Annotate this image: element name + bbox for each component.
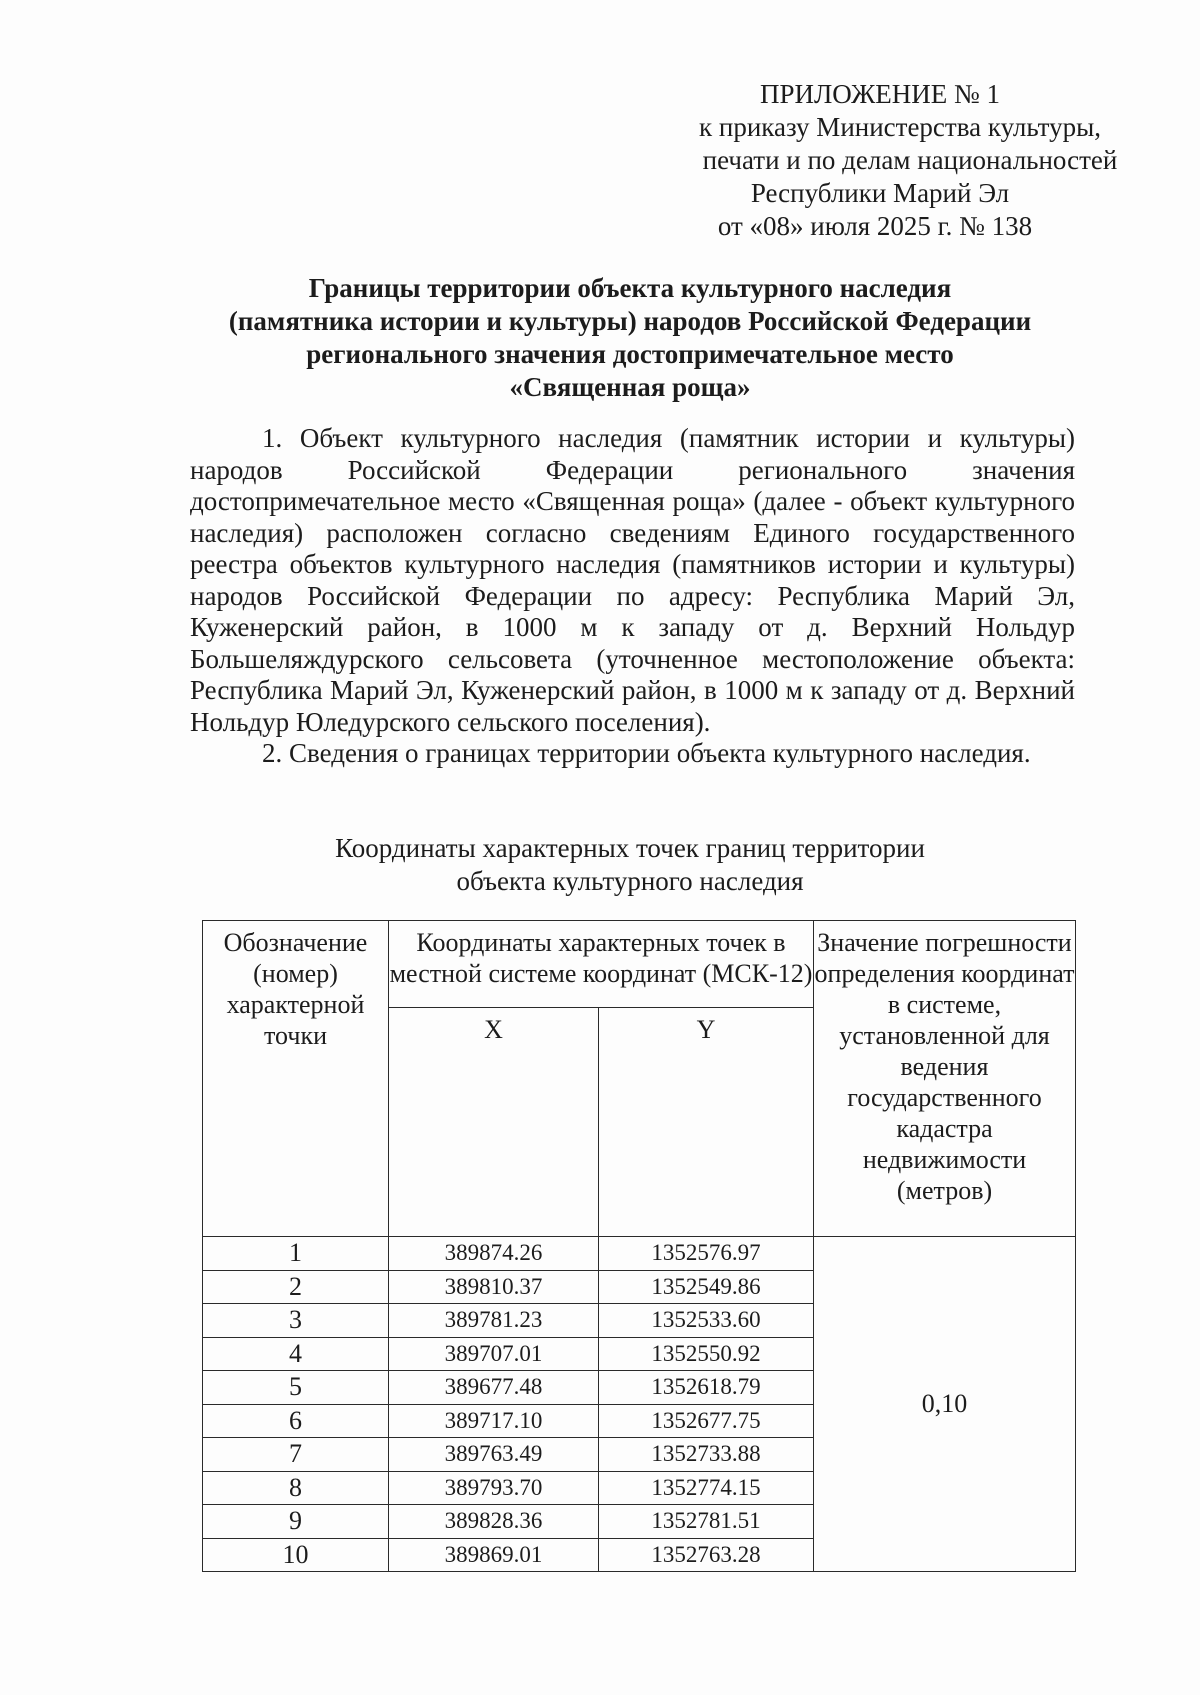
point-number-cell: 8 xyxy=(203,1471,389,1505)
coordinates-table xyxy=(202,920,1076,1572)
x-coordinate-cell: 389828.36 xyxy=(389,1505,599,1539)
caption-line: Координаты характерных точек границ территории xyxy=(335,833,925,863)
header-x: X xyxy=(389,1008,599,1237)
paragraph-location: 1. Объект культурного наследия (памятник истории и культуры) народов Российской Федерации регионального значения достопримечательное место «Священная роща» (далее - объект культурного наследия) расположен согласно сведениям Единого государственного реестра объектов культурного наследия (памятников истории и культуры) народов Российской Федерации по адресу: Республика Марий Эл, Куженерский район, в 1000 м к западу от д. Верхний Нольдур Большеляждурского сельсовета (уточненное местоположение объекта: Республика Марий Эл, Куженерский район, в 1000 м к западу от д. Верхний Нольдур Юледурского сельского поселения). xyxy=(190,423,1075,737)
point-number-cell: 9 xyxy=(203,1505,389,1539)
point-number-cell: 1 xyxy=(203,1237,389,1271)
y-coordinate-cell: 1352550.92 xyxy=(599,1337,814,1371)
y-coordinate-cell: 1352618.79 xyxy=(599,1371,814,1405)
y-coordinate-cell: 1352533.60 xyxy=(599,1304,814,1338)
point-number-cell: 10 xyxy=(203,1538,389,1572)
document-body xyxy=(190,423,1075,770)
title-line: Границы территории объекта культурного наследия xyxy=(308,273,952,303)
caption-line: объекта культурного наследия xyxy=(456,866,804,896)
x-coordinate-cell: 389717.10 xyxy=(389,1404,599,1438)
point-number-cell: 4 xyxy=(203,1337,389,1371)
point-number-cell: 7 xyxy=(203,1438,389,1472)
republic-name: Республики Марий Эл xyxy=(750,178,1010,208)
y-coordinate-cell: 1352733.88 xyxy=(599,1438,814,1472)
y-coordinate-cell: 1352576.97 xyxy=(599,1237,814,1271)
title-line: (памятника истории и культуры) народов Российской Федерации xyxy=(228,306,1032,336)
y-coordinate-cell: 1352781.51 xyxy=(599,1505,814,1539)
table-row xyxy=(203,1237,1076,1271)
x-coordinate-cell: 389763.49 xyxy=(389,1438,599,1472)
x-coordinate-cell: 389874.26 xyxy=(389,1237,599,1271)
appendix-header xyxy=(620,78,1120,243)
error-value-cell: 0,10 xyxy=(814,1237,1076,1572)
y-coordinate-cell: 1352549.86 xyxy=(599,1270,814,1304)
x-coordinate-cell: 389707.01 xyxy=(389,1337,599,1371)
table-header-row xyxy=(203,921,1076,1008)
ministry-name: печати и по делам национальностей xyxy=(702,145,1118,175)
point-number-cell: 5 xyxy=(203,1371,389,1405)
point-number-cell: 6 xyxy=(203,1404,389,1438)
header-y: Y xyxy=(599,1008,814,1237)
header-coordinates: Координаты характерных точек в местной системе координат (МСК-12) xyxy=(389,921,814,1008)
document-title xyxy=(185,272,1075,404)
table-caption xyxy=(185,832,1075,898)
x-coordinate-cell: 389810.37 xyxy=(389,1270,599,1304)
x-coordinate-cell: 389677.48 xyxy=(389,1371,599,1405)
x-coordinate-cell: 389869.01 xyxy=(389,1538,599,1572)
header-point-number: Обозначение (номер) характерной точки xyxy=(203,921,389,1237)
x-coordinate-cell: 389793.70 xyxy=(389,1471,599,1505)
paragraph-boundaries: 2. Сведения о границах территории объекта культурного наследия. xyxy=(262,738,1031,768)
title-line: регионального значения достопримечательное место xyxy=(306,339,954,369)
point-number-cell: 3 xyxy=(203,1304,389,1338)
header-error: Значение погрешности определения координат в системе, установленной для ведения государственного кадастра недвижимости (метров) xyxy=(814,921,1076,1237)
y-coordinate-cell: 1352774.15 xyxy=(599,1471,814,1505)
x-coordinate-cell: 389781.23 xyxy=(389,1304,599,1338)
y-coordinate-cell: 1352763.28 xyxy=(599,1538,814,1572)
table-body xyxy=(203,1237,1076,1572)
order-date: от «08» июля 2025 г. № 138 xyxy=(717,211,1033,241)
y-coordinate-cell: 1352677.75 xyxy=(599,1404,814,1438)
title-line: «Священная роща» xyxy=(509,372,751,402)
order-reference: к приказу Министерства культуры, xyxy=(699,112,1101,142)
point-number-cell: 2 xyxy=(203,1270,389,1304)
appendix-number: ПРИЛОЖЕНИЕ № 1 xyxy=(759,79,1001,109)
